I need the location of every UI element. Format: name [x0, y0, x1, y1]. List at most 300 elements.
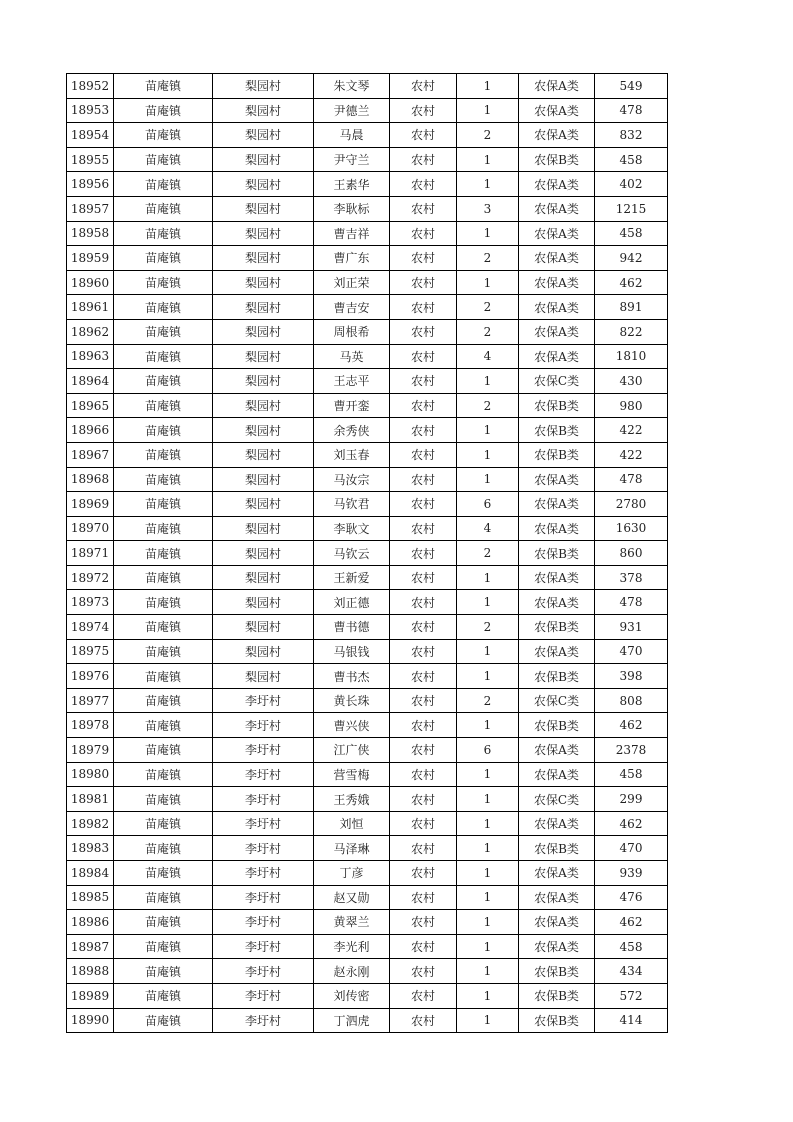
cell-household-type: 农村	[390, 787, 457, 812]
cell-amount: 422	[595, 442, 668, 467]
cell-household-type: 农村	[390, 74, 457, 99]
cell-town: 苗庵镇	[114, 934, 213, 959]
cell-name: 黄翠兰	[314, 910, 390, 935]
cell-name: 尹德兰	[314, 98, 390, 123]
cell-household-type: 农村	[390, 811, 457, 836]
cell-town: 苗庵镇	[114, 639, 213, 664]
table-row	[67, 762, 668, 787]
cell-village: 李圩村	[213, 836, 314, 861]
cell-row-number: 18983	[67, 836, 114, 861]
table-row	[67, 787, 668, 812]
cell-name: 赵又勋	[314, 885, 390, 910]
table-row	[67, 565, 668, 590]
cell-insurance-category: 农保A类	[519, 196, 595, 221]
cell-member-count: 1	[457, 590, 519, 615]
table-row	[67, 344, 668, 369]
cell-village: 梨园村	[213, 467, 314, 492]
cell-member-count: 1	[457, 639, 519, 664]
cell-row-number: 18965	[67, 393, 114, 418]
cell-name: 曹兴侠	[314, 713, 390, 738]
table-row	[67, 442, 668, 467]
cell-household-type: 农村	[390, 344, 457, 369]
cell-household-type: 农村	[390, 492, 457, 517]
cell-row-number: 18980	[67, 762, 114, 787]
cell-insurance-category: 农保A类	[519, 74, 595, 99]
cell-name: 刘传密	[314, 983, 390, 1008]
cell-town: 苗庵镇	[114, 467, 213, 492]
cell-member-count: 1	[457, 369, 519, 394]
cell-amount: 808	[595, 688, 668, 713]
cell-insurance-category: 农保C类	[519, 787, 595, 812]
cell-household-type: 农村	[390, 516, 457, 541]
cell-amount: 398	[595, 664, 668, 689]
cell-row-number: 18971	[67, 541, 114, 566]
cell-household-type: 农村	[390, 541, 457, 566]
cell-name: 马钦云	[314, 541, 390, 566]
cell-town: 苗庵镇	[114, 664, 213, 689]
cell-household-type: 农村	[390, 1008, 457, 1033]
cell-village: 李圩村	[213, 762, 314, 787]
cell-household-type: 农村	[390, 713, 457, 738]
cell-town: 苗庵镇	[114, 295, 213, 320]
cell-household-type: 农村	[390, 688, 457, 713]
cell-household-type: 农村	[390, 393, 457, 418]
cell-village: 李圩村	[213, 934, 314, 959]
table-row	[67, 467, 668, 492]
cell-village: 李圩村	[213, 738, 314, 763]
cell-amount: 549	[595, 74, 668, 99]
cell-amount: 822	[595, 319, 668, 344]
cell-row-number: 18960	[67, 270, 114, 295]
cell-member-count: 2	[457, 123, 519, 148]
cell-member-count: 1	[457, 172, 519, 197]
cell-village: 梨园村	[213, 172, 314, 197]
cell-member-count: 4	[457, 344, 519, 369]
cell-insurance-category: 农保A类	[519, 270, 595, 295]
cell-village: 梨园村	[213, 615, 314, 640]
table-row	[67, 246, 668, 271]
cell-member-count: 1	[457, 1008, 519, 1033]
cell-row-number: 18961	[67, 295, 114, 320]
cell-member-count: 1	[457, 861, 519, 886]
cell-insurance-category: 农保B类	[519, 836, 595, 861]
cell-row-number: 18970	[67, 516, 114, 541]
cell-member-count: 6	[457, 492, 519, 517]
cell-household-type: 农村	[390, 270, 457, 295]
cell-row-number: 18953	[67, 98, 114, 123]
cell-town: 苗庵镇	[114, 74, 213, 99]
cell-amount: 430	[595, 369, 668, 394]
cell-household-type: 农村	[390, 246, 457, 271]
cell-insurance-category: 农保A类	[519, 172, 595, 197]
cell-amount: 458	[595, 221, 668, 246]
cell-insurance-category: 农保C类	[519, 688, 595, 713]
table-row	[67, 123, 668, 148]
cell-village: 梨园村	[213, 541, 314, 566]
cell-insurance-category: 农保A类	[519, 221, 595, 246]
cell-member-count: 1	[457, 418, 519, 443]
cell-name: 刘玉春	[314, 442, 390, 467]
cell-row-number: 18988	[67, 959, 114, 984]
cell-row-number: 18959	[67, 246, 114, 271]
cell-household-type: 农村	[390, 172, 457, 197]
cell-household-type: 农村	[390, 221, 457, 246]
cell-row-number: 18977	[67, 688, 114, 713]
cell-household-type: 农村	[390, 639, 457, 664]
cell-member-count: 1	[457, 934, 519, 959]
cell-insurance-category: 农保A类	[519, 934, 595, 959]
cell-member-count: 1	[457, 836, 519, 861]
cell-village: 李圩村	[213, 1008, 314, 1033]
cell-row-number: 18966	[67, 418, 114, 443]
cell-amount: 458	[595, 147, 668, 172]
cell-town: 苗庵镇	[114, 738, 213, 763]
cell-village: 梨园村	[213, 369, 314, 394]
cell-name: 李耿文	[314, 516, 390, 541]
cell-row-number: 18958	[67, 221, 114, 246]
cell-member-count: 1	[457, 147, 519, 172]
cell-name: 王志平	[314, 369, 390, 394]
cell-row-number: 18986	[67, 910, 114, 935]
cell-town: 苗庵镇	[114, 172, 213, 197]
cell-village: 李圩村	[213, 688, 314, 713]
cell-name: 黄长珠	[314, 688, 390, 713]
cell-household-type: 农村	[390, 418, 457, 443]
cell-household-type: 农村	[390, 590, 457, 615]
cell-town: 苗庵镇	[114, 983, 213, 1008]
cell-insurance-category: 农保C类	[519, 369, 595, 394]
cell-village: 李圩村	[213, 713, 314, 738]
table-row	[67, 418, 668, 443]
table-row	[67, 885, 668, 910]
table-row	[67, 98, 668, 123]
cell-household-type: 农村	[390, 98, 457, 123]
table-row	[67, 393, 668, 418]
cell-household-type: 农村	[390, 885, 457, 910]
cell-amount: 891	[595, 295, 668, 320]
table-row	[67, 910, 668, 935]
cell-name: 王秀娥	[314, 787, 390, 812]
cell-name: 马银钱	[314, 639, 390, 664]
cell-village: 梨园村	[213, 246, 314, 271]
household-table	[66, 73, 668, 1033]
cell-row-number: 18978	[67, 713, 114, 738]
cell-village: 梨园村	[213, 639, 314, 664]
cell-member-count: 1	[457, 98, 519, 123]
cell-row-number: 18989	[67, 983, 114, 1008]
table-row	[67, 811, 668, 836]
cell-household-type: 农村	[390, 319, 457, 344]
cell-member-count: 1	[457, 787, 519, 812]
cell-amount: 476	[595, 885, 668, 910]
cell-insurance-category: 农保A类	[519, 639, 595, 664]
cell-town: 苗庵镇	[114, 98, 213, 123]
cell-row-number: 18968	[67, 467, 114, 492]
cell-name: 尹守兰	[314, 147, 390, 172]
cell-row-number: 18975	[67, 639, 114, 664]
cell-town: 苗庵镇	[114, 221, 213, 246]
cell-insurance-category: 农保B类	[519, 442, 595, 467]
cell-insurance-category: 农保A类	[519, 492, 595, 517]
cell-village: 梨园村	[213, 492, 314, 517]
cell-member-count: 2	[457, 246, 519, 271]
cell-name: 马钦君	[314, 492, 390, 517]
cell-insurance-category: 农保B类	[519, 959, 595, 984]
table-row	[67, 516, 668, 541]
cell-village: 梨园村	[213, 295, 314, 320]
cell-household-type: 农村	[390, 123, 457, 148]
cell-town: 苗庵镇	[114, 861, 213, 886]
cell-town: 苗庵镇	[114, 1008, 213, 1033]
table-row	[67, 959, 668, 984]
cell-name: 江广侠	[314, 738, 390, 763]
cell-village: 梨园村	[213, 196, 314, 221]
cell-amount: 942	[595, 246, 668, 271]
table-row	[67, 196, 668, 221]
cell-insurance-category: 农保A类	[519, 885, 595, 910]
table-row	[67, 738, 668, 763]
cell-village: 梨园村	[213, 147, 314, 172]
cell-village: 梨园村	[213, 442, 314, 467]
cell-member-count: 1	[457, 762, 519, 787]
cell-amount: 572	[595, 983, 668, 1008]
cell-insurance-category: 农保A类	[519, 910, 595, 935]
cell-insurance-category: 农保A类	[519, 98, 595, 123]
cell-amount: 470	[595, 639, 668, 664]
cell-amount: 402	[595, 172, 668, 197]
cell-row-number: 18974	[67, 615, 114, 640]
cell-household-type: 农村	[390, 983, 457, 1008]
cell-name: 赵永刚	[314, 959, 390, 984]
cell-village: 李圩村	[213, 885, 314, 910]
table-row	[67, 713, 668, 738]
cell-row-number: 18976	[67, 664, 114, 689]
cell-village: 李圩村	[213, 811, 314, 836]
cell-amount: 931	[595, 615, 668, 640]
cell-insurance-category: 农保A类	[519, 295, 595, 320]
cell-name: 丁彦	[314, 861, 390, 886]
table-row	[67, 541, 668, 566]
cell-insurance-category: 农保B类	[519, 615, 595, 640]
cell-town: 苗庵镇	[114, 147, 213, 172]
cell-insurance-category: 农保A类	[519, 738, 595, 763]
table-row	[67, 147, 668, 172]
table-body	[67, 74, 668, 1033]
cell-row-number: 18952	[67, 74, 114, 99]
cell-village: 梨园村	[213, 565, 314, 590]
cell-row-number: 18979	[67, 738, 114, 763]
cell-row-number: 18981	[67, 787, 114, 812]
table-row	[67, 1008, 668, 1033]
cell-amount: 414	[595, 1008, 668, 1033]
cell-name: 刘正荣	[314, 270, 390, 295]
cell-insurance-category: 农保B类	[519, 713, 595, 738]
cell-village: 梨园村	[213, 123, 314, 148]
cell-household-type: 农村	[390, 369, 457, 394]
cell-member-count: 1	[457, 811, 519, 836]
cell-amount: 1630	[595, 516, 668, 541]
cell-row-number: 18990	[67, 1008, 114, 1033]
cell-insurance-category: 农保A类	[519, 516, 595, 541]
cell-amount: 478	[595, 590, 668, 615]
cell-town: 苗庵镇	[114, 836, 213, 861]
cell-member-count: 4	[457, 516, 519, 541]
cell-town: 苗庵镇	[114, 442, 213, 467]
cell-insurance-category: 农保A类	[519, 344, 595, 369]
cell-village: 李圩村	[213, 910, 314, 935]
cell-insurance-category: 农保A类	[519, 565, 595, 590]
cell-town: 苗庵镇	[114, 369, 213, 394]
cell-town: 苗庵镇	[114, 565, 213, 590]
cell-member-count: 1	[457, 74, 519, 99]
cell-village: 梨园村	[213, 98, 314, 123]
cell-amount: 462	[595, 270, 668, 295]
cell-name: 王素华	[314, 172, 390, 197]
cell-name: 朱文琴	[314, 74, 390, 99]
cell-insurance-category: 农保A类	[519, 319, 595, 344]
table-row	[67, 369, 668, 394]
cell-village: 梨园村	[213, 74, 314, 99]
cell-amount: 939	[595, 861, 668, 886]
cell-member-count: 1	[457, 959, 519, 984]
cell-town: 苗庵镇	[114, 492, 213, 517]
cell-member-count: 1	[457, 983, 519, 1008]
cell-household-type: 农村	[390, 861, 457, 886]
cell-row-number: 18972	[67, 565, 114, 590]
cell-insurance-category: 农保A类	[519, 762, 595, 787]
cell-row-number: 18964	[67, 369, 114, 394]
cell-town: 苗庵镇	[114, 418, 213, 443]
table-row	[67, 270, 668, 295]
cell-town: 苗庵镇	[114, 811, 213, 836]
cell-row-number: 18987	[67, 934, 114, 959]
cell-member-count: 1	[457, 713, 519, 738]
cell-insurance-category: 农保A类	[519, 811, 595, 836]
cell-amount: 980	[595, 393, 668, 418]
cell-amount: 378	[595, 565, 668, 590]
cell-village: 梨园村	[213, 664, 314, 689]
cell-village: 梨园村	[213, 221, 314, 246]
cell-member-count: 1	[457, 565, 519, 590]
cell-household-type: 农村	[390, 467, 457, 492]
cell-insurance-category: 农保B类	[519, 664, 595, 689]
cell-household-type: 农村	[390, 615, 457, 640]
cell-village: 梨园村	[213, 319, 314, 344]
table-row	[67, 319, 668, 344]
cell-town: 苗庵镇	[114, 590, 213, 615]
cell-row-number: 18982	[67, 811, 114, 836]
cell-name: 曹广东	[314, 246, 390, 271]
cell-member-count: 1	[457, 270, 519, 295]
cell-town: 苗庵镇	[114, 319, 213, 344]
cell-name: 刘正德	[314, 590, 390, 615]
cell-town: 苗庵镇	[114, 615, 213, 640]
cell-row-number: 18963	[67, 344, 114, 369]
cell-member-count: 1	[457, 467, 519, 492]
cell-insurance-category: 农保A类	[519, 861, 595, 886]
cell-insurance-category: 农保B类	[519, 393, 595, 418]
cell-insurance-category: 农保A类	[519, 590, 595, 615]
cell-village: 梨园村	[213, 344, 314, 369]
cell-name: 王新爱	[314, 565, 390, 590]
cell-member-count: 6	[457, 738, 519, 763]
cell-amount: 1215	[595, 196, 668, 221]
cell-row-number: 18984	[67, 861, 114, 886]
cell-name: 营雪梅	[314, 762, 390, 787]
cell-name: 曹书杰	[314, 664, 390, 689]
table-row	[67, 983, 668, 1008]
cell-household-type: 农村	[390, 442, 457, 467]
table-row	[67, 861, 668, 886]
cell-member-count: 1	[457, 442, 519, 467]
cell-row-number: 18956	[67, 172, 114, 197]
cell-member-count: 1	[457, 221, 519, 246]
cell-row-number: 18954	[67, 123, 114, 148]
cell-name: 余秀侠	[314, 418, 390, 443]
cell-town: 苗庵镇	[114, 541, 213, 566]
cell-insurance-category: 农保B类	[519, 1008, 595, 1033]
cell-amount: 1810	[595, 344, 668, 369]
cell-row-number: 18957	[67, 196, 114, 221]
cell-amount: 470	[595, 836, 668, 861]
cell-insurance-category: 农保B类	[519, 983, 595, 1008]
cell-village: 梨园村	[213, 516, 314, 541]
table-row	[67, 295, 668, 320]
cell-member-count: 1	[457, 664, 519, 689]
cell-member-count: 2	[457, 319, 519, 344]
cell-town: 苗庵镇	[114, 393, 213, 418]
cell-row-number: 18969	[67, 492, 114, 517]
table-row	[67, 172, 668, 197]
cell-name: 马英	[314, 344, 390, 369]
cell-household-type: 农村	[390, 147, 457, 172]
cell-household-type: 农村	[390, 196, 457, 221]
table-row	[67, 688, 668, 713]
table-row	[67, 74, 668, 99]
cell-member-count: 1	[457, 885, 519, 910]
cell-town: 苗庵镇	[114, 910, 213, 935]
cell-insurance-category: 农保B类	[519, 147, 595, 172]
cell-amount: 299	[595, 787, 668, 812]
cell-name: 马晨	[314, 123, 390, 148]
cell-name: 曹吉安	[314, 295, 390, 320]
cell-town: 苗庵镇	[114, 762, 213, 787]
table-row	[67, 221, 668, 246]
cell-village: 梨园村	[213, 393, 314, 418]
cell-amount: 2378	[595, 738, 668, 763]
cell-name: 刘恒	[314, 811, 390, 836]
cell-household-type: 农村	[390, 910, 457, 935]
cell-town: 苗庵镇	[114, 196, 213, 221]
table-row	[67, 492, 668, 517]
cell-amount: 462	[595, 713, 668, 738]
cell-insurance-category: 农保A类	[519, 467, 595, 492]
cell-member-count: 2	[457, 615, 519, 640]
cell-member-count: 1	[457, 910, 519, 935]
cell-village: 梨园村	[213, 590, 314, 615]
cell-village: 梨园村	[213, 418, 314, 443]
cell-amount: 478	[595, 98, 668, 123]
cell-village: 李圩村	[213, 787, 314, 812]
cell-row-number: 18955	[67, 147, 114, 172]
cell-household-type: 农村	[390, 934, 457, 959]
cell-name: 曹吉祥	[314, 221, 390, 246]
cell-household-type: 农村	[390, 664, 457, 689]
cell-household-type: 农村	[390, 565, 457, 590]
cell-village: 李圩村	[213, 983, 314, 1008]
cell-village: 李圩村	[213, 959, 314, 984]
cell-town: 苗庵镇	[114, 516, 213, 541]
